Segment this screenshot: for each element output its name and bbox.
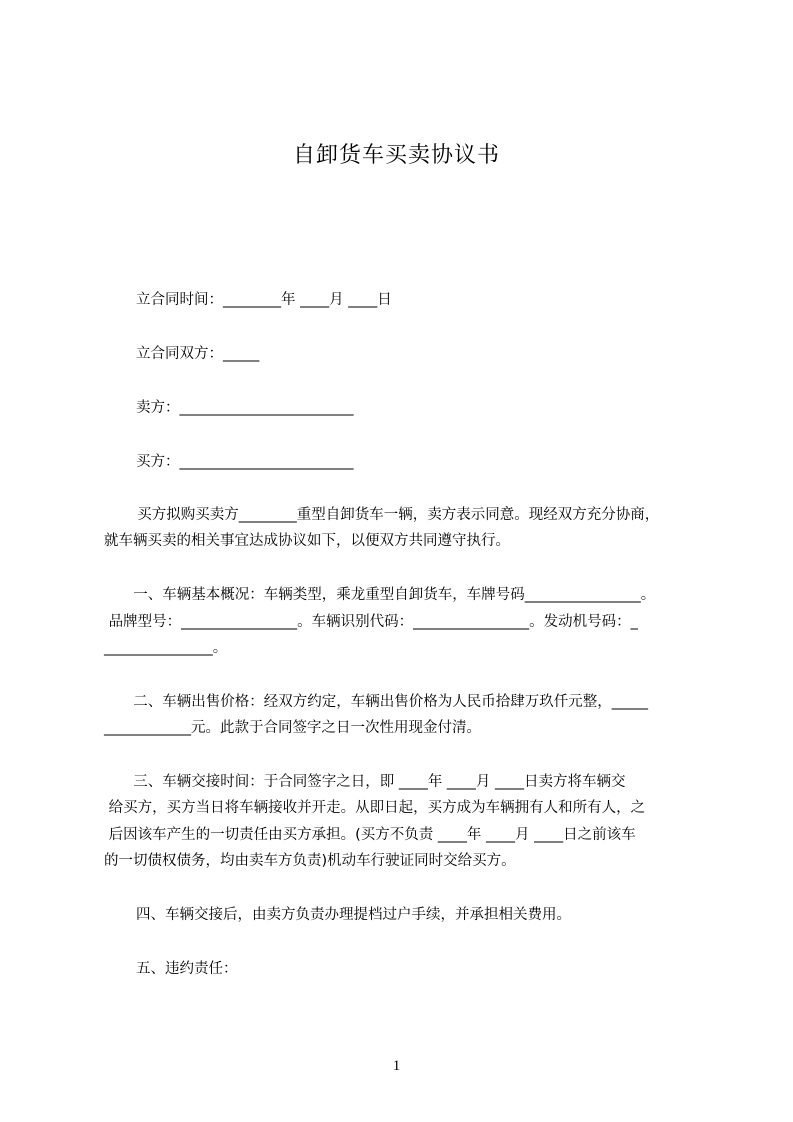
section-3-line-3: 后因该车产生的一切责任由买方承担。(买方不负责 ____年 ____月 ____日之前该车 [104,827,636,843]
section-3-line-2: 给买方，买方当日将车辆接收并开走。从即日起，买方成为车辆拥有人和所有人，之 [104,800,646,816]
contract-date-line: 立合同时间：________年 ____月 ____日 [136,292,392,308]
page-number: 1 [392,1058,401,1074]
section-1-line-1: 一、车辆基本概况：车辆类型，乘龙重型自卸货车，车牌号码________________。 [124,587,656,603]
section-4-line: 四、车辆交接后，由卖方负责办理提档过户手续，并承担相关费用。 [136,907,571,923]
section-1-line-3: _______________。 [104,640,228,656]
section-2-line-1: 二、车辆出售价格：经双方约定，车辆出售价格为人民币拾肆万玖仟元整，_____ [124,694,648,710]
intro-paragraph-line-2: 就车辆买卖的相关事宜达成协议如下，以便双方共同遵守执行。 [104,533,510,549]
section-1-line-2: 品牌型号：________________。车辆识别代码：________________。发动机号码：_ [104,614,638,630]
intro-paragraph-line-1: 买方拟购买卖方________重型自卸货车一辆，卖方表示同意。现经双方充分协商， [128,507,660,523]
seller-line: 卖方：________________________ [136,400,354,416]
buyer-line: 买方：________________________ [136,454,354,470]
section-3-line-1: 三、车辆交接时间：于合同签字之日，即 ____年 ____月 ____日卖方将车辆交 [124,774,626,790]
section-5-heading: 五、违约责任： [136,961,238,977]
document-title: 自卸货车买卖协议书 [292,143,500,168]
contract-parties-line: 立合同双方：_____ [136,346,260,362]
section-3-line-4: 的一切债权债务，均由卖车方负责)机动车行驶证同时交给买方。 [104,853,516,869]
section-2-line-2: ____________元。此款于合同签字之日一次性用现金付清。 [104,720,481,736]
